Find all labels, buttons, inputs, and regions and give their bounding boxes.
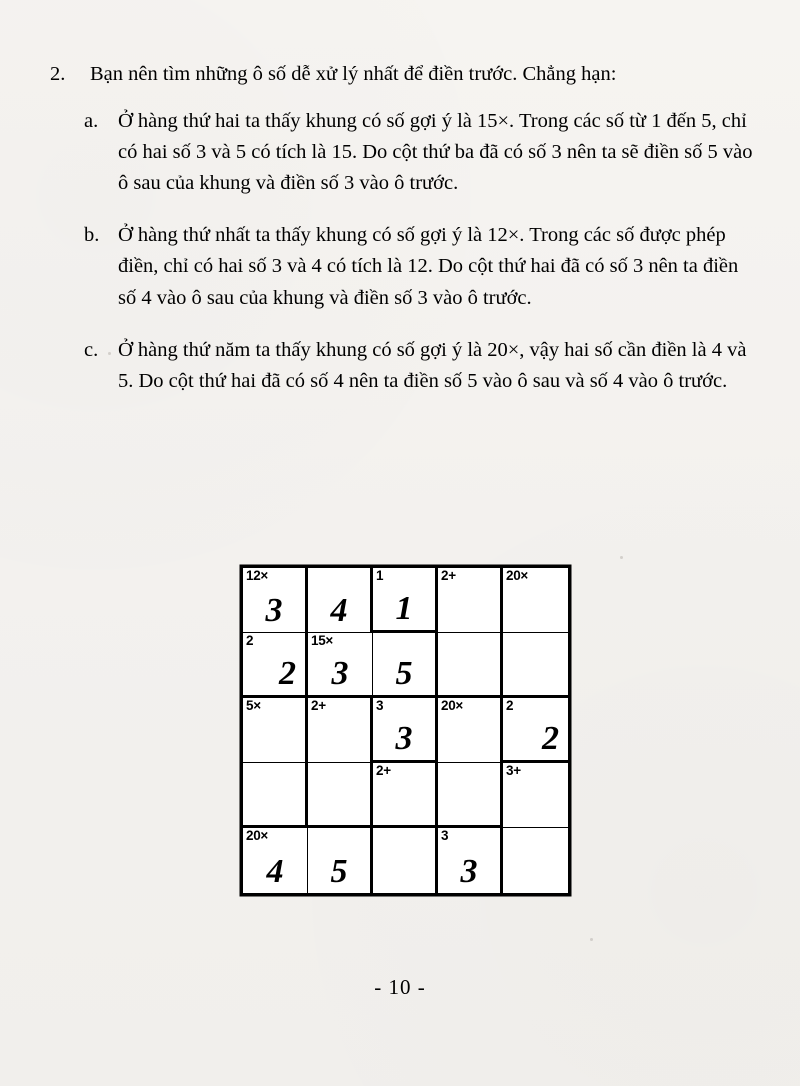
puzzle-grid [240,565,571,896]
cell-clue: 2 [246,633,254,648]
cell-value: 4 [266,853,284,890]
cell-value: 3 [395,720,413,757]
cell-value: 3 [460,853,478,890]
cell-clue: 2+ [441,568,456,583]
item-text: Bạn nên tìm những ô số dễ xử lý nhất để điền trước. Chẳng hạn: [90,63,617,85]
puzzle-cell-r3c3[interactable] [373,698,438,763]
kenken-puzzle [240,565,571,896]
puzzle-cell-r4c3[interactable] [373,763,438,828]
sub-item-letter: a. [84,109,99,132]
sub-item-text: Ở hàng thứ nhất ta thấy khung có số gợi ý là 12×. Trong các số được phép điền, chỉ có hai số 3 và 4 có tích là 12. Do cột thứ hai đã có số 3 nên ta điền số 4 vào ô sau của khung và điền số 3 vào ô trước. [118,224,739,309]
cell-value: 2 [542,720,559,757]
puzzle-cell-r5c1[interactable] [243,828,308,893]
puzzle-cell-r1c2[interactable] [308,568,373,633]
puzzle-cell-r4c1[interactable] [243,763,308,828]
sub-item-text: Ở hàng thứ năm ta thấy khung có số gợi ý là 20×, vậy hai số cần điền là 4 và 5. Do cột thứ hai đã có số 4 nên ta điền số 5 vào ô sau và số 4 vào ô trước. [118,338,747,392]
sub-item-c [46,335,754,397]
cell-clue: 2+ [376,763,391,778]
cell-value: 3 [265,592,283,629]
cell-clue: 20× [246,828,268,843]
cell-clue: 3+ [506,763,521,778]
puzzle-cell-r2c5[interactable] [503,633,568,698]
puzzle-cell-r1c4[interactable] [438,568,503,633]
puzzle-cell-r5c4[interactable] [438,828,503,893]
puzzle-cell-r3c4[interactable] [438,698,503,763]
puzzle-cell-r4c5[interactable] [503,763,568,828]
puzzle-cell-r1c1[interactable] [243,568,308,633]
cell-clue: 20× [441,698,463,713]
cell-clue: 3 [441,828,449,843]
puzzle-cell-r3c2[interactable] [308,698,373,763]
paper-speck [620,556,623,559]
puzzle-cell-r2c3[interactable] [373,633,438,698]
puzzle-cell-r4c4[interactable] [438,763,503,828]
puzzle-cell-r3c1[interactable] [243,698,308,763]
puzzle-cell-r1c3[interactable] [373,568,438,633]
cell-clue: 1 [376,568,384,583]
puzzle-cell-r5c3[interactable] [373,828,438,893]
sub-item-b [46,220,754,313]
cell-value: 4 [330,592,348,629]
puzzle-cell-r4c2[interactable] [308,763,373,828]
puzzle-cell-r1c5[interactable] [503,568,568,633]
cell-clue: 2 [506,698,514,713]
paper-speck [590,938,593,941]
page-number: - 10 - [374,975,426,999]
cell-clue: 15× [311,633,333,648]
sub-item-letter: b. [84,224,100,247]
puzzle-cell-r2c1[interactable] [243,633,308,698]
cell-clue: 3 [376,698,384,713]
cell-clue: 20× [506,568,528,583]
item-number: 2. [50,63,66,85]
cell-value: 3 [331,655,349,692]
sub-item-text: Ở hàng thứ hai ta thấy khung có số gợi ý là 15×. Trong các số từ 1 đến 5, chỉ có hai số 3 và 5 có tích là 15. Do cột thứ ba đã có số 3 nên ta sẽ điền số 5 vào ô sau của khung và điền số 3 vào ô trước. [118,109,753,195]
cell-value: 5 [330,853,348,890]
cell-value: 5 [395,655,413,692]
puzzle-cell-r2c2[interactable] [308,633,373,698]
body-text [46,60,754,418]
cell-value: 2 [279,655,296,692]
puzzle-cell-r5c2[interactable] [308,828,373,893]
cell-clue: 2+ [311,698,326,713]
puzzle-cell-r3c5[interactable] [503,698,568,763]
sub-item-list [46,106,754,397]
sub-item-a [46,106,754,199]
cell-clue: 5× [246,698,261,713]
cell-value: 1 [395,590,413,627]
puzzle-cell-r2c4[interactable] [438,633,503,698]
cell-clue: 12× [246,568,268,583]
sub-item-letter: c. [84,338,99,361]
puzzle-cell-r5c5[interactable] [503,828,568,893]
numbered-item-2 [46,60,754,90]
